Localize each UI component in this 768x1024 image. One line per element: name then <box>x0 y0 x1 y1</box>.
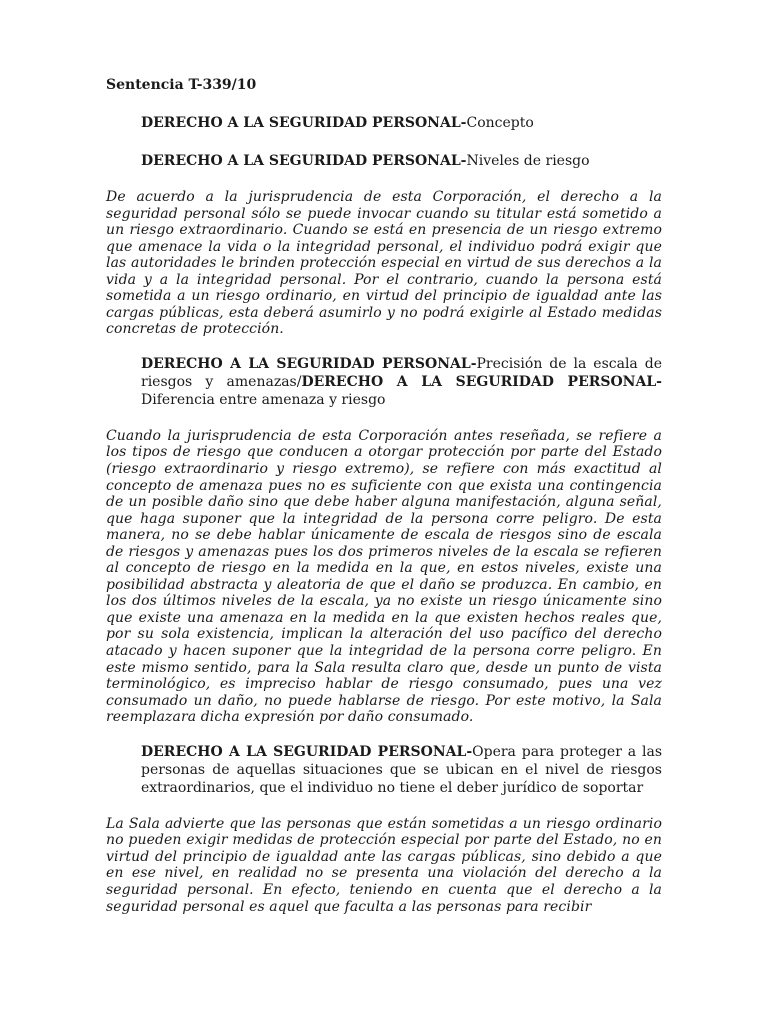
section-heading-opera <box>141 743 662 797</box>
heading-bold-text: DERECHO A LA SEGURIDAD PERSONAL- <box>141 743 473 760</box>
section-heading-niveles <box>141 152 662 170</box>
heading-bold-text: DERECHO A LA SEGURIDAD PERSONAL- <box>141 153 467 169</box>
document-title: Sentencia T-339/10 <box>106 77 257 93</box>
heading-rest-text: Opera para proteger a las personas de aquellas situaciones que se ubican en el nivel de riesgos extraordinarios, que el individuo no tiene el deber jurídico de soportar <box>141 743 662 796</box>
heading-bold-text: DERECHO A LA SEGURIDAD PERSONAL- <box>301 373 662 390</box>
body-paragraph: De acuerdo a la jurisprudencia de esta Corporación, el derecho a la seguridad personal sólo se puede invocar cuando su titular está sometido a un riesgo extraordinario. Cuando se está en presencia de un riesgo extremo que amenace la vida o la integridad personal, el individuo podrá exigir que las autoridades le brinden protección especial en virtud de sus derechos a la vida y a la integridad personal. Por el contrario, cuando la persona está sometida a un riesgo ordinario, en virtud del principio de igualdad ante las cargas públicas, esta deberá asumirlo y no podrá exigirle al Estado medidas concretas de protección. <box>106 189 662 338</box>
heading-bold-text: DERECHO A LA SEGURIDAD PERSONAL- <box>141 355 477 372</box>
body-paragraph: La Sala advierte que las personas que están sometidas a un riesgo ordinario no pueden exigir medidas de protección especial por parte del Estado, no en virtud del principio de igualdad ante las cargas públicas, sino debido a que en ese nivel, en realidad no se presenta una violación del derecho a la seguridad personal. En efecto, teniendo en cuenta que el derecho a la seguridad personal es aquel que faculta a las personas para recibir <box>106 815 662 915</box>
section-heading-concepto <box>141 114 662 132</box>
heading-rest-text: Niveles de riesgo <box>466 153 590 169</box>
heading-bold-text: DERECHO A LA SEGURIDAD PERSONAL- <box>141 115 467 131</box>
heading-rest-text: Concepto <box>466 115 534 131</box>
body-paragraph: Cuando la jurisprudencia de esta Corporación antes reseñada, se refiere a los tipos de riesgo que conducen a otorgar protección por parte del Estado (riesgo extraordinario y riesgo extremo), se refiere con más exactitud al concepto de amenaza pues no es suficiente con que exista una contingencia de un posible daño sino que debe haber alguna manifestación, alguna señal, que haga suponer que la integridad de la persona corre peligro. De esta manera, no se debe hablar únicamente de escala de riesgos sino de escala de riesgos y amenazas pues los dos primeros niveles de la escala se refieren al concepto de riesgo en la medida en la que, en estos niveles, existe una posibilidad abstracta y aleatoria de que el daño se produzca. En cambio, en los dos últimos niveles de la escala, ya no existe un riesgo únicamente sino que existe una amenaza en la medida en la que existen hechos reales que, por su sola existencia, implican la alteración del uso pacífico del derecho atacado y hacen suponer que la integridad de la persona corre peligro. En este mismo sentido, para la Sala resulta claro que, desde un punto de vista terminológico, es impreciso hablar de riesgo consumado, pues una vez consumado un daño, no puede hablarse de riesgo. Por este motivo, la Sala reemplazara dicha expresión por daño consumado. <box>106 427 662 726</box>
heading-rest-text: Diferencia entre amenaza y riesgo <box>141 391 386 408</box>
heading-rest-text: Precisión de la escala de riesgos y amenazas/ <box>141 355 662 390</box>
section-heading-precision <box>141 355 662 409</box>
